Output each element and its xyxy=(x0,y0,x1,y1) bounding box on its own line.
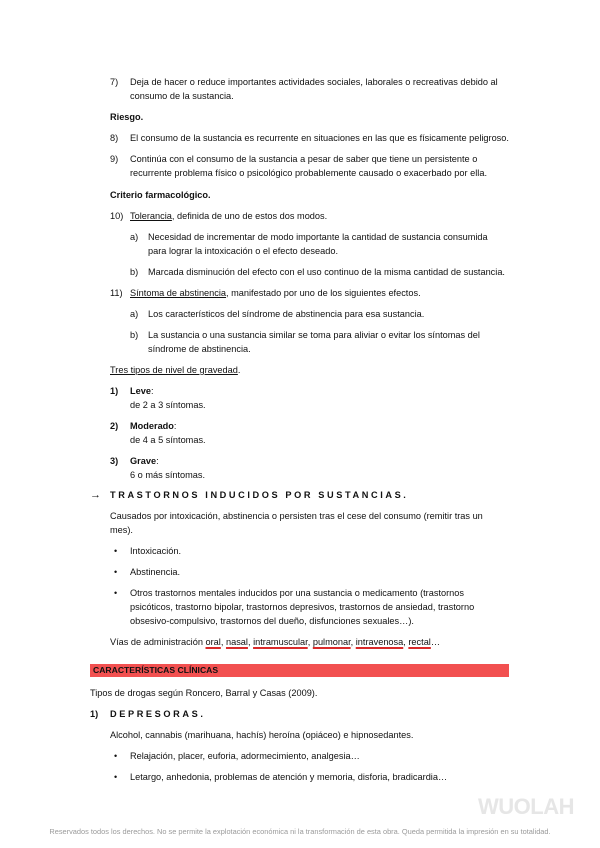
item-11a-letter: a) xyxy=(130,309,139,319)
causados-line1: Causados por intoxicación, abstinencia o persisten tras el cese del consumo (remitir tras un xyxy=(110,511,483,521)
via-intravenosa: intravenosa xyxy=(355,637,404,647)
section-header-label: CARACTERÍSTICAS CLÍNICAS xyxy=(93,665,219,675)
level-1-name: Leve: xyxy=(130,386,154,396)
item-10-number: 10) xyxy=(110,211,124,221)
item-11b-line1: La sustancia o una sustancia similar se toma para aliviar o evitar los síntomas del xyxy=(148,330,480,340)
bullet-relajacion: Relajación, placer, euforia, adormecimiento, analgesia… xyxy=(130,751,360,761)
level-1-number: 1) xyxy=(110,386,119,396)
bullet-icon: • xyxy=(114,567,118,577)
arrow-icon: → xyxy=(90,489,101,501)
vias-administracion: Vías de administración oral, nasal, intramuscular, pulmonar, intravenosa, rectal… xyxy=(110,637,441,647)
level-3-number: 3) xyxy=(110,456,119,466)
item-7-number: 7) xyxy=(110,77,119,87)
criterio-heading: Criterio farmacológico. xyxy=(110,190,211,200)
level-2-number: 2) xyxy=(110,421,119,431)
tolerancia-term: Tolerancia xyxy=(130,211,172,221)
item-11b-line2: síndrome de abstinencia. xyxy=(148,344,251,354)
item-8-number: 8) xyxy=(110,133,119,143)
depresoras-heading: DEPRESORAS. xyxy=(110,709,206,719)
item-10a-letter: a) xyxy=(130,232,139,242)
via-pulmonar: pulmonar xyxy=(312,637,351,647)
sintoma-term: Síntoma de abstinencia xyxy=(130,288,227,298)
gravedad-heading: Tres tipos de nivel de gravedad. xyxy=(110,365,241,375)
item-11-number: 11) xyxy=(110,288,123,298)
item-9-number: 9) xyxy=(110,154,119,164)
bullet-letargo: Letargo, anhedonia, problemas de atención y memoria, disforia, bradicardia… xyxy=(130,772,448,782)
depresoras-number: 1) xyxy=(90,709,99,719)
item-9-line1: Continúa con el consumo de la sustancia a pesar de saber que tiene un persistente o xyxy=(130,154,478,164)
bullet-intoxicacion: Intoxicación. xyxy=(130,546,182,556)
item-9-line2: recurrente problema físico o psicológico probablemente causado o exacerbado por ella. xyxy=(130,168,487,178)
via-rectal: rectal xyxy=(408,637,431,647)
via-nasal: nasal xyxy=(225,637,248,647)
level-2-name: Moderado: xyxy=(130,421,177,431)
via-oral: oral xyxy=(205,637,221,647)
item-11b-letter: b) xyxy=(130,330,139,340)
level-3-name: Grave: xyxy=(130,456,159,466)
tipos-drogas: Tipos de drogas según Roncero, Barral y Casas (2009). xyxy=(90,688,318,698)
item-10b-letter: b) xyxy=(130,267,139,277)
alcohol-text: Alcohol, cannabis (marihuana, hachís) heroína (opiáceo) e hipnosedantes. xyxy=(110,730,414,740)
item-8-text: El consumo de la sustancia es recurrente en situaciones en las que es físicamente peligroso. xyxy=(130,133,509,143)
trastornos-heading: TRASTORNOS INDUCIDOS POR SUSTANCIAS. xyxy=(110,490,409,500)
item-10b-text: Marcada disminución del efecto con el uso continuo de la misma cantidad de sustancia. xyxy=(148,267,505,277)
bullet-abstinencia: Abstinencia. xyxy=(130,567,181,577)
causados-line2: mes). xyxy=(110,525,133,535)
riesgo-heading: Riesgo. xyxy=(110,112,144,122)
bullet-icon: • xyxy=(114,588,118,598)
item-7-line1: Deja de hacer o reduce importantes actividades sociales, laborales o recreativas debido al xyxy=(130,77,498,87)
item-11a-text: Los característicos del síndrome de abstinencia para esa sustancia. xyxy=(148,309,425,319)
item-10a-line1: Necesidad de incrementar de modo importante la cantidad de sustancia consumida xyxy=(148,232,488,242)
bullet-icon: • xyxy=(114,546,118,556)
level-2-desc: de 4 a 5 síntomas. xyxy=(130,435,206,445)
footer-copyright: Reservados todos los derechos. No se permite la explotación económica ni la transformación de esta obra. Queda permitida la impresión en su totalidad. xyxy=(49,827,551,836)
item-10-text: Tolerancia, definida de uno de estos dos modos. xyxy=(130,211,328,221)
level-1-desc: de 2 a 3 síntomas. xyxy=(130,400,206,410)
otros-line2: psicóticos, trastorno bipolar, trastornos depresivos, trastornos de ansiedad, trastorno xyxy=(130,602,475,612)
wuolah-logo: WUOLAH xyxy=(478,794,574,819)
bullet-icon: • xyxy=(114,751,118,761)
via-intramuscular: intramuscular xyxy=(253,637,308,647)
bullet-icon: • xyxy=(114,772,118,782)
item-10a-line2: para lograr la intoxicación o el efecto deseado. xyxy=(148,246,338,256)
level-3-desc: 6 o más síntomas. xyxy=(130,470,206,480)
otros-line3: obsesivo-compulsivo, trastornos del dueño, disfunciones sexuales…). xyxy=(130,616,414,626)
otros-line1: Otros trastornos mentales inducidos por una sustancia o medicamento (trastornos xyxy=(130,588,464,598)
item-7-line2: consumo de la sustancia. xyxy=(130,91,234,101)
item-11-text: Síntoma de abstinencia, manifestado por uno de los siguientes efectos. xyxy=(130,288,421,298)
